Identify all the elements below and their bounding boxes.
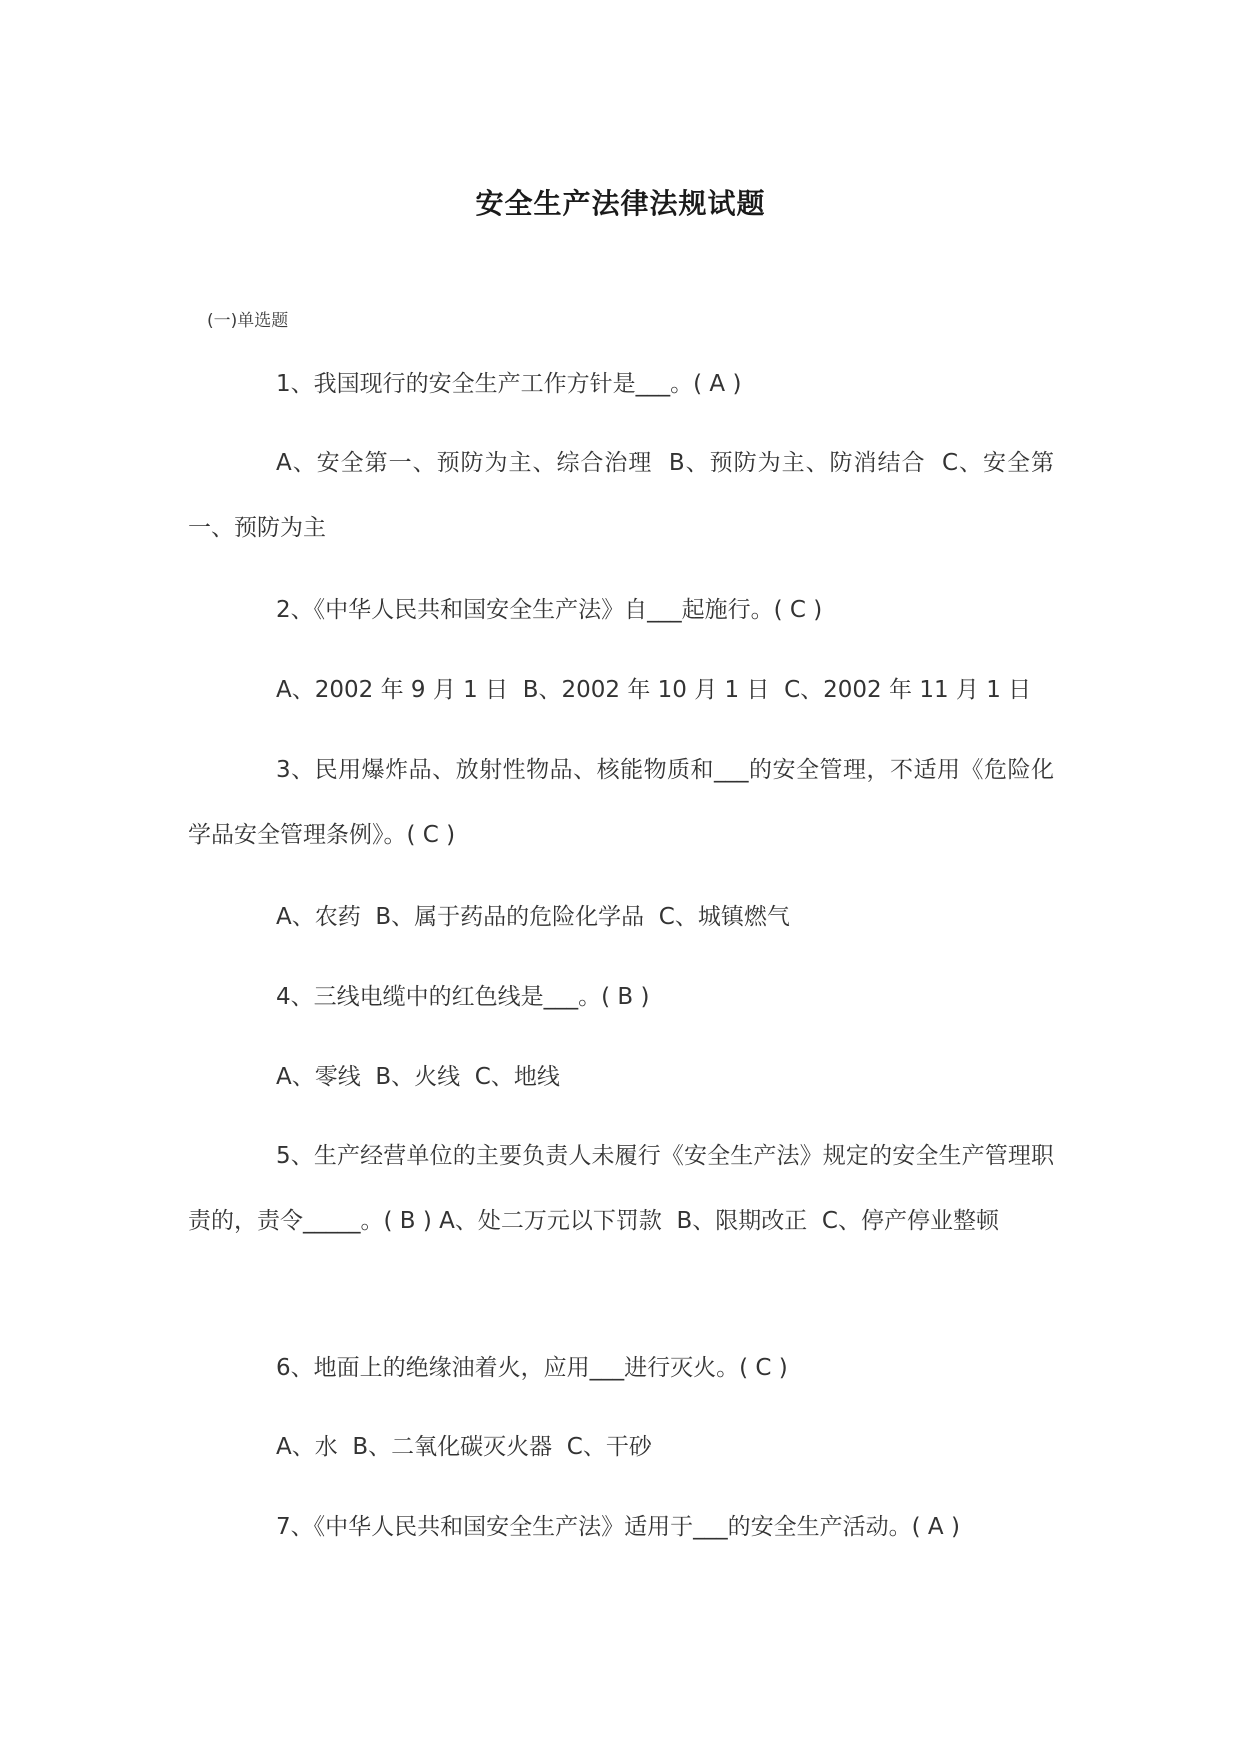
question-3-options: A、农药 B、属于药品的危险化学品 C、城镇燃气 (276, 904, 790, 930)
question-6: 6、地面上的绝缘油着火，应用___进行灭火。( C ) (276, 1355, 788, 1381)
question-2-options: A、2002 年 9 月 1 日 B、2002 年 10 月 1 日 C、2002 年 11 月 1 日 (276, 677, 1032, 703)
question-1: 1、我国现行的安全生产工作方针是___。( A ) (276, 371, 742, 397)
section-heading: (一)单选题 (207, 311, 289, 331)
question-4: 4、三线电缆中的红色线是___。( B ) (276, 984, 650, 1010)
page-title: 安全生产法律法规试题 (475, 187, 766, 220)
question-7: 7、《中华人民共和国安全生产法》适用于___的安全生产活动。( A ) (276, 1514, 960, 1540)
question-3: 3、民用爆炸品、放射性物品、核能物质和___的安全管理，不适用《危险化学品安全管理条例》。( C ) (188, 757, 1054, 848)
question-6-options: A、水 B、二氧化碳灭火器 C、干砂 (276, 1434, 652, 1460)
question-4-options: A、零线 B、火线 C、地线 (276, 1064, 560, 1090)
question-2: 2、《中华人民共和国安全生产法》自___起施行。( C ) (276, 597, 823, 623)
question-1-options: A、安全第一、预防为主、综合治理 B、预防为主、防消结合 C、安全第一、预防为主 (188, 450, 1054, 541)
question-5: 5、生产经营单位的主要负责人未履行《安全生产法》规定的安全生产管理职责的，责令_____。( B ) A、处二万元以下罚款 B、限期改正 C、停产停业整顿 (188, 1143, 1054, 1234)
